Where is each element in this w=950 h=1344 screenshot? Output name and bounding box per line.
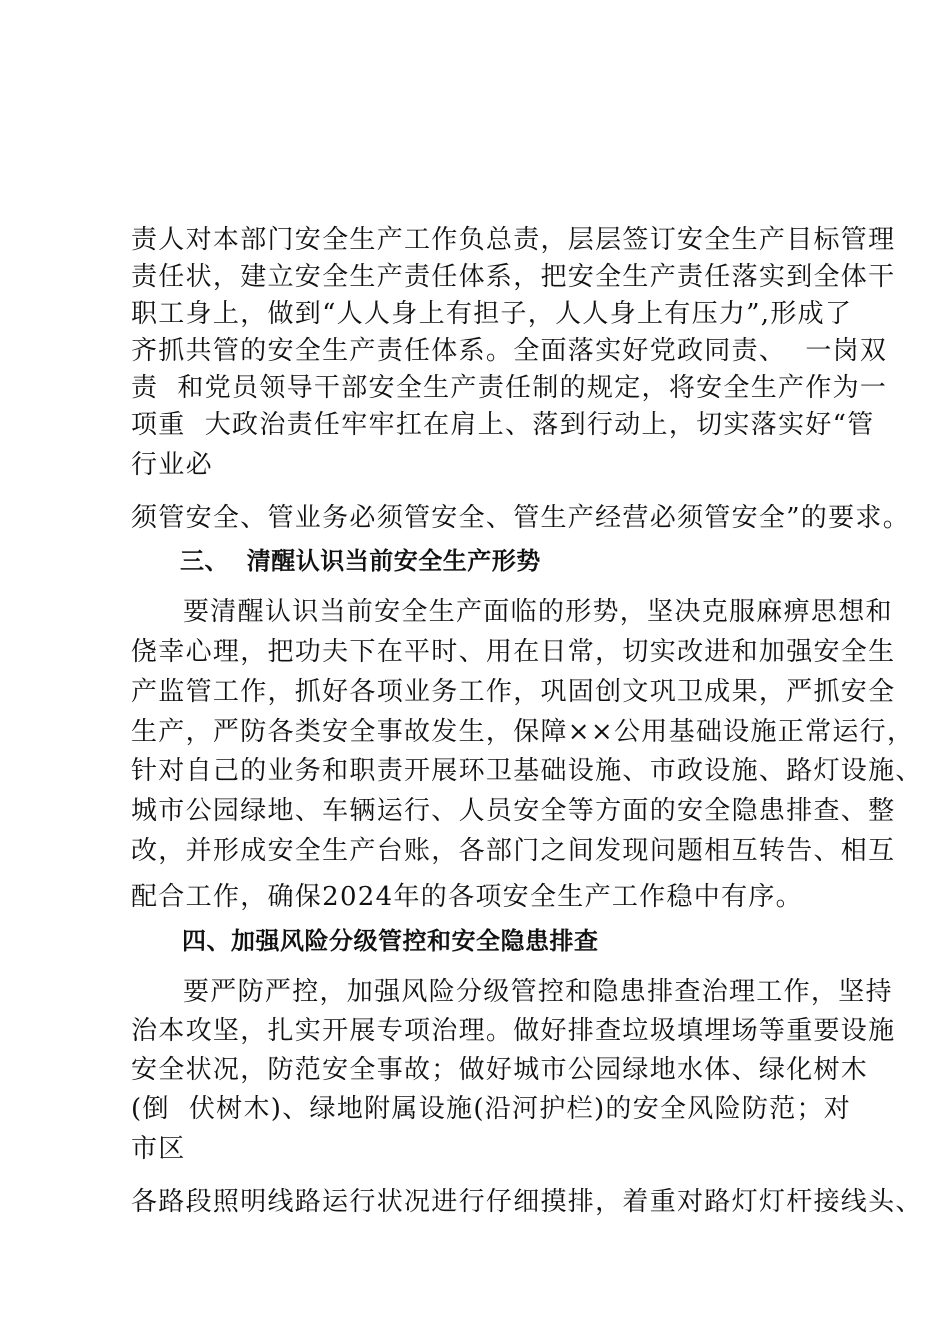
text-line: 要严防严控，加强风险分级管控和隐患排查治理工作，坚持	[183, 977, 893, 1007]
text-line: 须管安全、管业务必须管安全、管生产经营必须管安全”的要求。	[131, 503, 910, 533]
text-line: 市区	[131, 1134, 186, 1164]
text-line: 责 和党员领导干部安全生产责任制的规定，将安全生产作为一	[131, 373, 888, 403]
text-line: 职工身上，做到“人人身上有担子，人人身上有压力”,形成了	[131, 299, 853, 329]
text-line: 项重 大政治责任牢牢扛在肩上、落到行动上，切实落实好“管	[131, 410, 875, 440]
section-heading: 三、 清醒认识当前安全生产形势	[180, 547, 541, 575]
text-line: 城市公园绿地、车辆运行、人员安全等方面的安全隐患排查、整	[131, 796, 896, 826]
text-line: 责人对本部门安全生产工作负总责，层层签订安全生产目标管理	[131, 225, 896, 255]
text-line: 治本攻坚，扎实开展专项治理。做好排查垃圾填埋场等重要设施	[131, 1016, 896, 1046]
text-line: 要清醒认识当前安全生产面临的形势，坚决克服麻痹思想和	[183, 597, 893, 627]
section-heading: 四、加强风险分级管控和安全隐患排查	[182, 927, 599, 955]
text-line: 各路段照明线路运行状况进行仔细摸排，着重对路灯灯杆接线头、	[131, 1187, 923, 1217]
text-line: 产监管工作，抓好各项业务工作，巩固创文巩卫成果，严抓安全	[131, 677, 896, 707]
text-line: 行业必	[131, 450, 213, 480]
text-line: 改，并形成安全生产台账，各部门之间发现问题相互转告、相互	[131, 836, 896, 866]
text-line: (倒 伏树木)、绿地附属设施(沿河护栏)的安全风险防范；对	[131, 1094, 852, 1124]
text-line: 针对自己的业务和职责开展环卫基础设施、市政设施、路灯设施、	[131, 756, 923, 786]
text-line: 安全状况，防范安全事故；做好城市公园绿地水体、绿化树木	[131, 1055, 869, 1085]
text-line: 侥幸心理，把功夫下在平时、用在日常，切实改进和加强安全生	[131, 637, 896, 667]
text-line: 责任状，建立安全生产责任体系，把安全生产责任落实到全体干	[131, 262, 896, 292]
text-line: 生产，严防各类安全事故发生，保障××公用基础设施正常运行，	[131, 717, 915, 747]
text-line: 配合工作，确保2024年的各项安全生产工作稳中有序。	[131, 882, 803, 912]
text-line: 齐抓共管的安全生产责任体系。全面落实好党政同责、 一岗双	[131, 336, 888, 366]
